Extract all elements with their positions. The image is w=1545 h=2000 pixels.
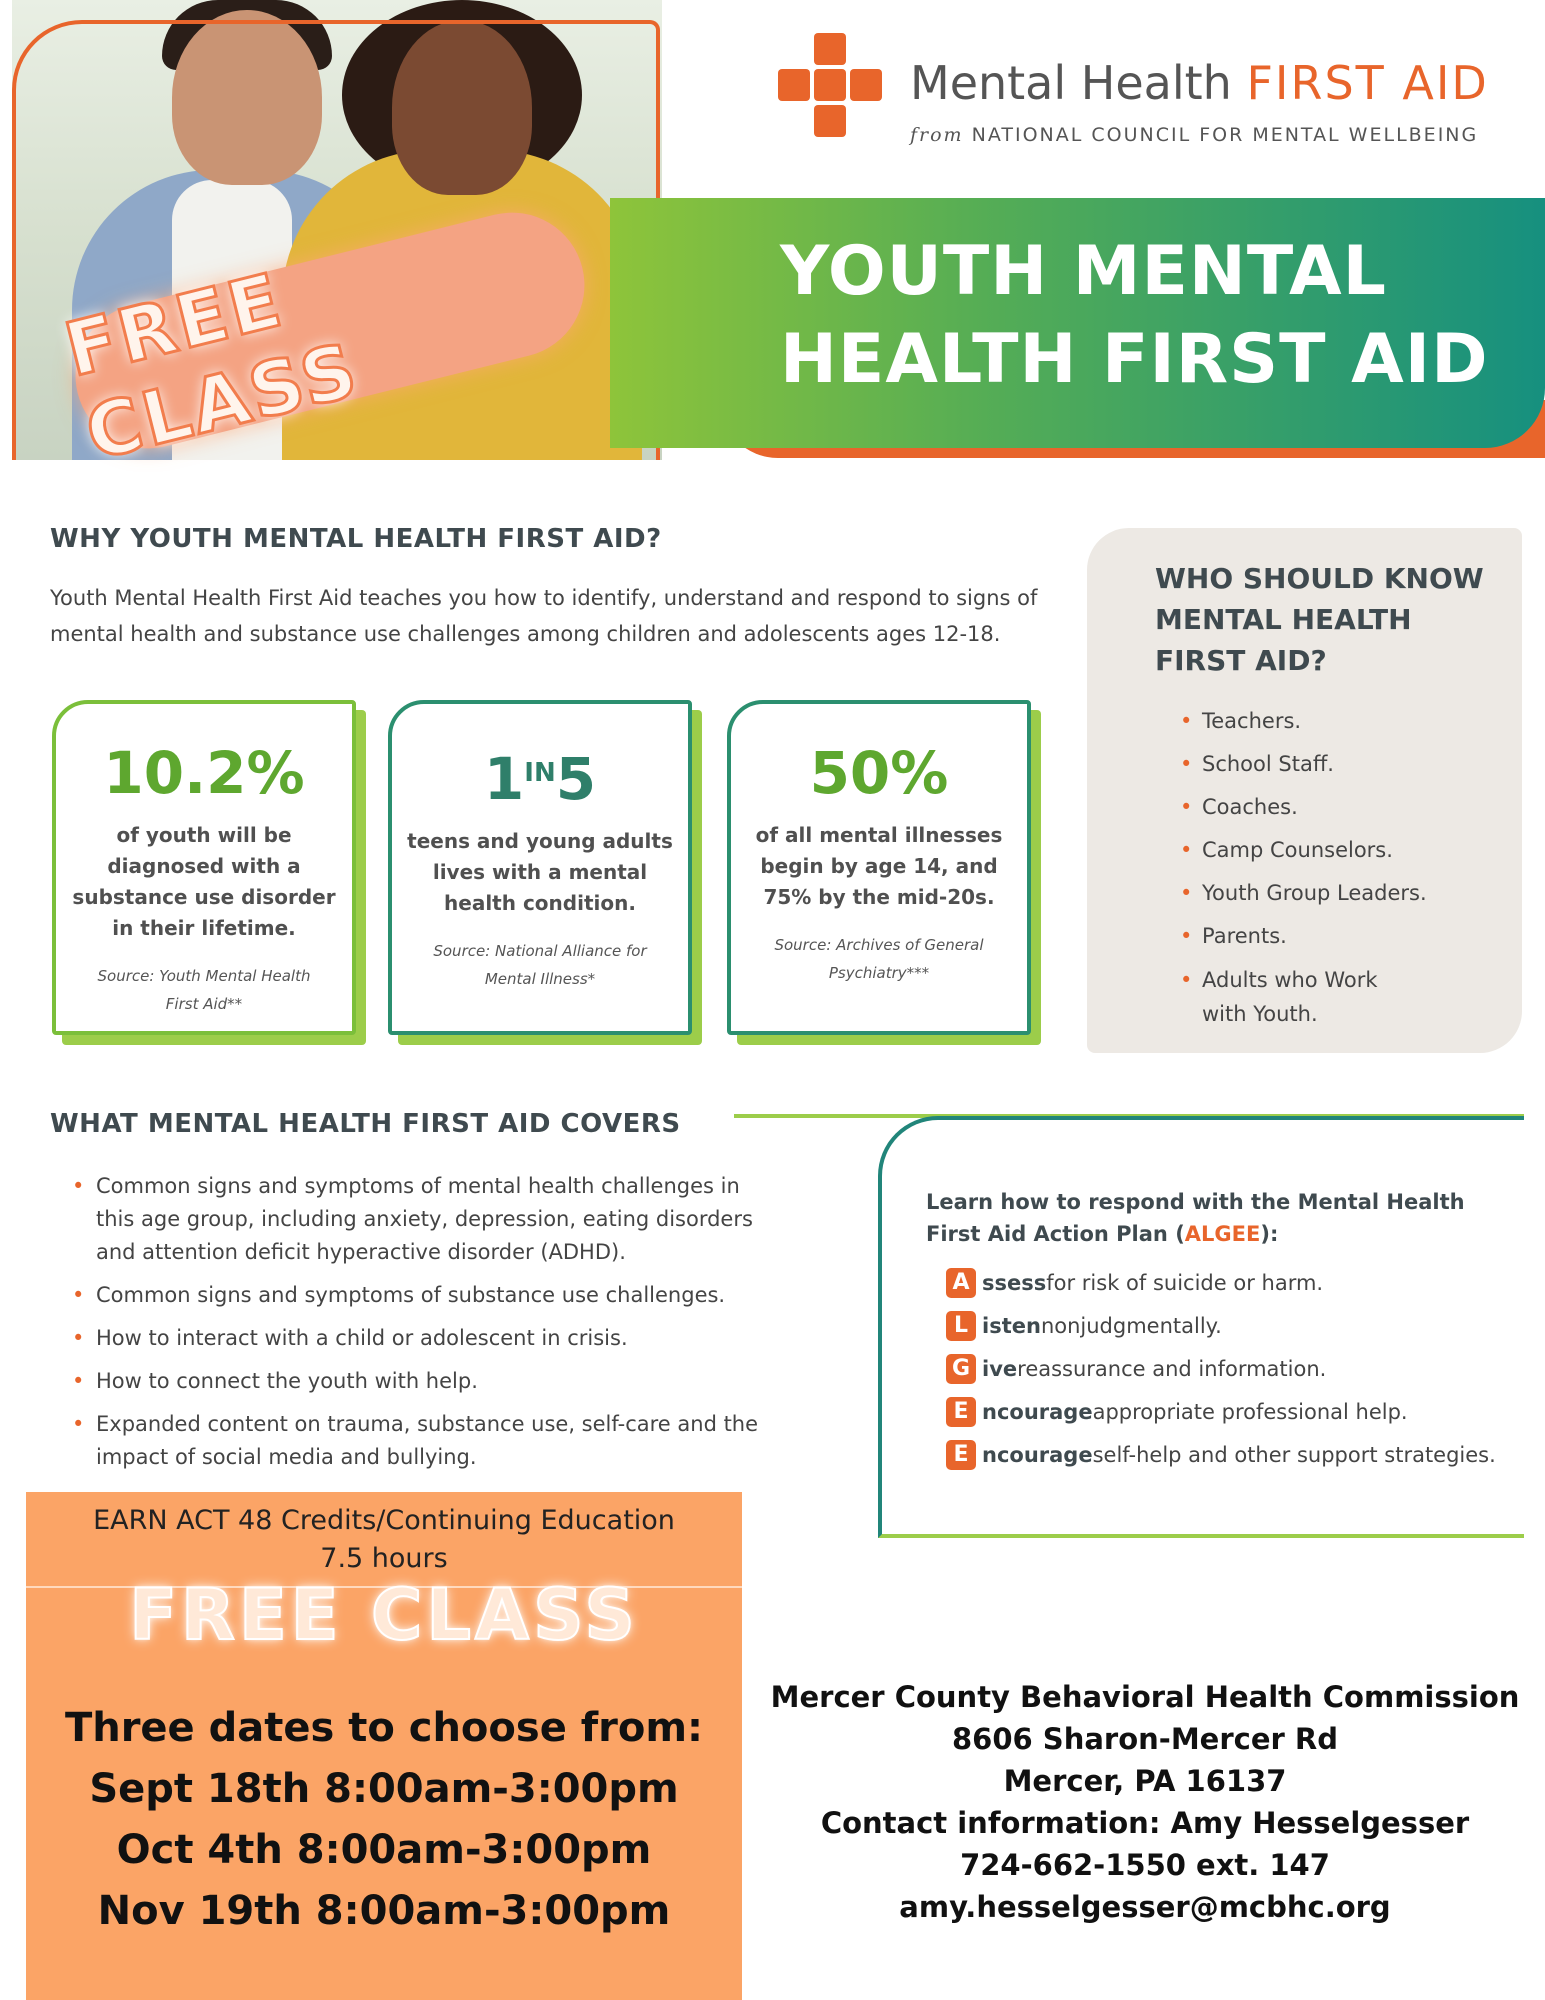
stat-description: teens and young adults lives with a mental health condition. — [407, 829, 673, 915]
stat-card — [52, 700, 356, 1035]
city-address: Mercer, PA 16137 — [1003, 1764, 1287, 1798]
list-item: • Camp Counselors. — [1180, 829, 1427, 872]
date-item: Oct 4th 8:00am-3:00pm — [116, 1827, 652, 1873]
covers-heading: WHAT MENTAL HEALTH FIRST AID COVERS — [50, 1109, 681, 1139]
covers-list — [72, 1170, 762, 1484]
algee-step: G ive reassurance and information. — [946, 1354, 1326, 1384]
street-address: 8606 Sharon-Mercer Rd — [952, 1722, 1338, 1756]
list-item: • Youth Group Leaders. — [1180, 872, 1427, 915]
first-aid-cross-icon — [778, 33, 882, 137]
who-list — [1180, 700, 1427, 1031]
list-item: • Teachers. — [1180, 700, 1427, 743]
list-item: • Common signs and symptoms of substance use challenges. — [72, 1279, 762, 1312]
why-description: Youth Mental Health First Aid teaches you how to identify, understand and respond to signs of mental health and substance use challenges among children and adolescents ages 12-18. — [50, 586, 1038, 646]
stat-figure: 50% — [809, 739, 949, 807]
algee-intro: Learn how to respond with the Mental Health First Aid Action Plan (ALGEE): — [926, 1190, 1465, 1246]
algee-step: L isten nonjudgmentally. — [946, 1311, 1222, 1341]
letter-badge: E — [946, 1397, 976, 1427]
list-item: • How to connect the youth with help. — [72, 1365, 762, 1398]
stat-source: Source: Archives of General Psychiatry*** — [774, 936, 984, 982]
stat-figure: $1^{IN}5$ — [483, 745, 597, 813]
stat-description: of all mental illnesses begin by age 14, and 75% by the mid-20s. — [755, 823, 1003, 909]
stat-figure: 10.2% — [103, 739, 305, 807]
list-item: • Common signs and symptoms of mental health challenges in this age group, including anxiety, depression, eating disorders and attention deficit hyperactive disorder (ADHD). — [72, 1170, 762, 1269]
stat-card — [388, 700, 692, 1035]
date-item: Nov 19th 8:00am-3:00pm — [97, 1888, 671, 1934]
stat-source: Source: Youth Mental Health First Aid** — [97, 967, 311, 1013]
logo-wordmark: Mental Health FIRST AID — [910, 56, 1489, 110]
logo-tagline: from NATIONAL COUNCIL FOR MENTAL WELLBEING — [910, 124, 1479, 146]
stat-description: of youth will be diagnosed with a substance use disorder in their lifetime. — [72, 823, 336, 940]
phone-number[interactable]: 724-662-1550 ext. 147 — [960, 1848, 1330, 1882]
org-name: Mercer County Behavioral Health Commission — [770, 1680, 1520, 1714]
list-item: • School Staff. — [1180, 743, 1427, 786]
stat-source: Source: National Alliance for Mental Illness* — [433, 942, 647, 988]
list-item: • Coaches. — [1180, 786, 1427, 829]
list-item: • Expanded content on trauma, substance use, self-care and the impact of social media and bullying. — [72, 1408, 762, 1474]
title-line-2: HEALTH FIRST AID — [780, 320, 1489, 399]
contact-block — [760, 1676, 1530, 1928]
why-heading: WHY YOUTH MENTAL HEALTH FIRST AID? — [50, 524, 662, 554]
free-class-heading: FREE CLASS — [129, 1574, 639, 1656]
letter-badge: G — [946, 1354, 976, 1384]
list-item: • How to interact with a child or adolescent in crisis. — [72, 1322, 762, 1355]
class-dates — [26, 1698, 742, 1942]
letter-badge: L — [946, 1311, 976, 1341]
free-class-badge-text: FREE CLASS — [56, 256, 368, 477]
letter-badge: A — [946, 1268, 976, 1298]
email-link[interactable]: amy.hesselgesser@mcbhc.org — [899, 1890, 1391, 1924]
dates-heading: Three dates to choose from: — [64, 1705, 704, 1751]
list-item: • Parents. — [1180, 915, 1427, 958]
letter-badge: E — [946, 1440, 976, 1470]
page-title — [780, 228, 1489, 404]
date-item: Sept 18th 8:00am-3:00pm — [89, 1766, 679, 1812]
algee-step: E ncourage appropriate professional help. — [946, 1397, 1408, 1427]
contact-person: Contact information: Amy Hesselgesser — [820, 1806, 1470, 1840]
stat-card — [727, 700, 1031, 1035]
list-item: • Adults who Work with Youth. — [1180, 958, 1422, 1031]
algee-step: A ssess for risk of suicide or harm. — [946, 1268, 1323, 1298]
algee-step: E ncourage self-help and other support strategies. — [946, 1440, 1496, 1470]
credits-note: EARN ACT 48 Credits/Continuing Education 7.5 hours — [93, 1505, 675, 1574]
who-heading: WHO SHOULD KNOW MENTAL HEALTH FIRST AID? — [1155, 562, 1484, 677]
title-line-1: YOUTH MENTAL — [780, 232, 1387, 311]
